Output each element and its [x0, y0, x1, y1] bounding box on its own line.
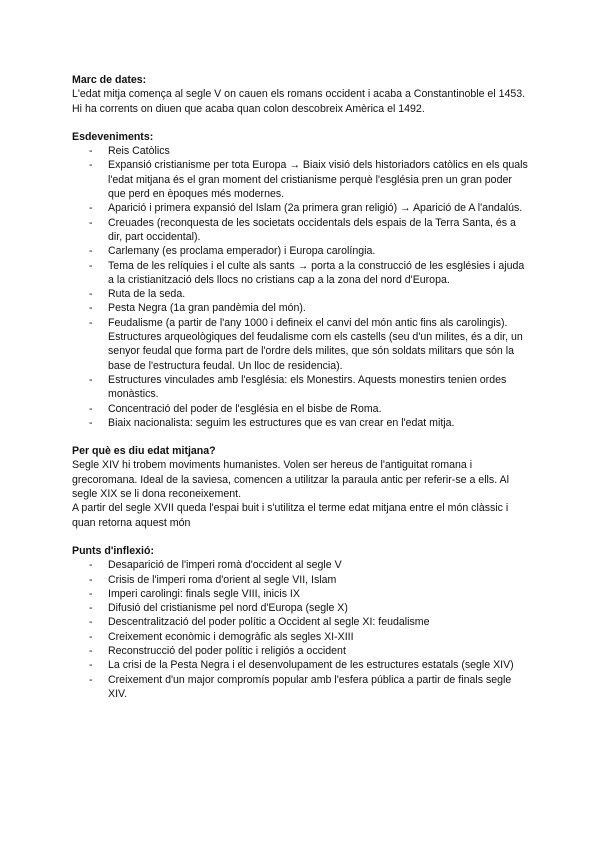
document-page [72, 73, 532, 701]
list-item: - Imperi carolingi: finals segle VIII, inicis IX [89, 587, 300, 600]
perque-paragraph-1: Segle XIV hi trobem moviments humanistes. Volen ser hereus de l'antiguitat romana i grecoromana. Ideal de la saviesa, comencen a utilitzar la paraula antic per referir-se a ells. Al segle XIX se li dona reconeixement. [72, 459, 509, 501]
list-item: - Expansió cristianisme per tota Europa → Biaix visió dels historiadors catòlics en els quals l'edat mitjana és el gran moment del cristianisme perquè l'església pren un gran poder que perd en èpoques més modernes. [89, 159, 528, 201]
list-item: - Carlemany (es proclama emperador) i Europa carolíngia. [89, 245, 376, 258]
perque-heading: Per què es diu edat mitjana? [72, 445, 216, 458]
perque-paragraph-2: A partir del segle XVII queda l'espai buit i s'utilitza el terme edat mitjana entre el món clàssic i quan retorna aquest món [72, 502, 509, 529]
list-item: - Aparició i primera expansió del Islam (2a primera gran religió) → Aparició de A l'andalús. [89, 202, 523, 215]
list-item: - La crisi de la Pesta Negra i el desenvolupament de les estructures estatals (segle XIV) [89, 659, 514, 672]
esdeveniments-list [72, 144, 532, 430]
marc-text: L'edat mitja comença al segle V on cauen els romans occident i acaba a Constantinoble el 1453. Hi ha corrents on diuen que acaba quan colon descobreix Amèrica el 1492. [72, 88, 526, 115]
list-item: - Pesta Negra (1a gran pandèmia del món). [89, 302, 306, 315]
punts-heading: Punts d'inflexió: [72, 544, 154, 557]
list-item: - Reconstrucció del poder polític i religiós a occident [89, 644, 346, 657]
list-item: - Crisis de l'imperi roma d'orient al segle VII, Islam [89, 573, 337, 586]
marc-heading: Marc de dates: [72, 74, 147, 86]
list-item: - Tema de les relíquies i el culte als sants → porta a la construcció de les esglésies i ajuda a la cristianització dels llocs no cristians cap a la zona del nord d'Europa. [89, 259, 525, 286]
list-item: - Estructures vinculades amb l'església: els Monestirs. Aquests monestirs tenien ordes monàstics. [89, 373, 507, 401]
list-item: - Concentració del poder de l'església en el bisbe de Roma. [89, 402, 382, 415]
punts-list [72, 558, 532, 701]
list-item: - Creuades (reconquesta de les societats occidentals dels espais de la Terra Santa, és a dir, part occidental). [89, 216, 516, 243]
list-item: - Difusió del cristianisme pel nord d'Europa (segle X) [89, 602, 348, 615]
list-item: - Reis Catòlics [89, 145, 170, 158]
list-item: - Descentralització del poder polític a Occident al segle XI: feudalisme [89, 616, 430, 629]
esdeveniments-heading: Esdeveniments: [72, 130, 154, 143]
list-item: - Ruta de la seda. [89, 288, 186, 301]
list-item: - Biaix nacionalista: seguim les estructures que es van crear en l'edat mitja. [89, 416, 455, 429]
list-item: - Feudalisme (a partir de l'any 1000 i defineix el canvi del món antic fins als carolingis). Estructures arqueològiques del feudalisme com els castells (seu d'un milites, és a dir, un senyor feudal que forma part de l'ordre dels milites, que són soldats militars que són la base de l'estructura feudal. Un lloc de residencia). [89, 316, 523, 372]
list-item: - Creixement econòmic i demogràfic als segles XI-XIII [89, 630, 354, 643]
list-item: - Desaparició de l'imperi romà d'occident al segle V [89, 559, 342, 572]
list-item: - Creixement d'un major compromís popular amb l'esfera pública a partir de finals segle XIV. [89, 673, 512, 700]
